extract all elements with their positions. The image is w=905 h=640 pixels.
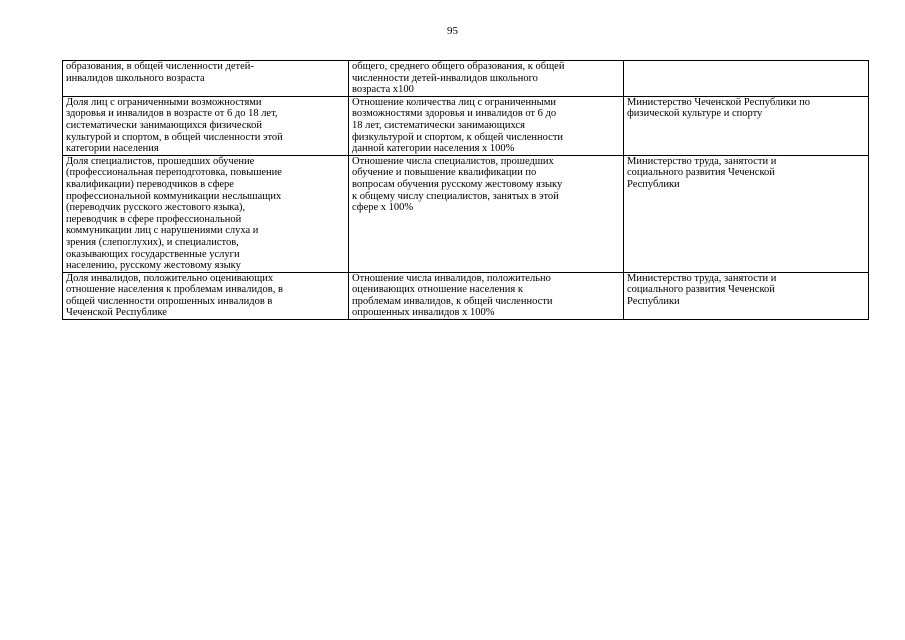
table-row xyxy=(63,96,869,155)
responsible-cell: Министерство труда, занятости и социального развития Чеченской Республики xyxy=(624,272,869,319)
indicator-cell: Доля инвалидов, положительно оценивающих отношение населения к проблемам инвалидов, в общей численности опрошенных инвалидов в Чеченской Республике xyxy=(63,272,349,319)
responsible-cell xyxy=(624,61,869,97)
indicator-cell: образования, в общей численности детей- инвалидов школьного возраста xyxy=(63,61,349,97)
page-number: 95 xyxy=(447,25,458,37)
indicator-cell: Доля лиц с ограниченными возможностями здоровья и инвалидов в возрасте от 6 до 18 лет, систематически занимающихся физической культурой и спортом, в общей численности этой категории населения xyxy=(63,96,349,155)
responsible-cell: Министерство труда, занятости и социального развития Чеченской Республики xyxy=(624,155,869,272)
formula-cell: общего, среднего общего образования, к общей численности детей-инвалидов школьного возраста х100 xyxy=(349,61,624,97)
indicator-cell: Доля специалистов, прошедших обучение (профессиональная переподготовка, повышение квалификации) переводчиков в сфере профессиональной коммуникации неслышащих (переводчик русского жестового языка), переводчик в сфере профессиональной коммуникации лиц с нарушениями слуха и зрения (слепоглухих), и специалистов, оказывающих государственные услуги населению, русскому жестовому языку xyxy=(63,155,349,272)
formula-cell: Отношение количества лиц с ограниченными возможностями здоровья и инвалидов от 6 до 18 лет, систематически занимающихся физкультурой и спортом, к общей численности данной категории населения х 100% xyxy=(349,96,624,155)
table-row xyxy=(63,155,869,272)
formula-cell: Отношение числа инвалидов, положительно оценивающих отношение населения к проблемам инвалидов, к общей численности опрошенных инвалидов х 100% xyxy=(349,272,624,319)
responsible-cell: Министерство Чеченской Республики по физической культуре и спорту xyxy=(624,96,869,155)
indicators-table xyxy=(62,60,869,320)
table-row xyxy=(63,61,869,97)
table-row xyxy=(63,272,869,319)
formula-cell: Отношение числа специалистов, прошедших обучение и повышение квалификации по вопросам обучения русскому жестовому языку к общему числу специалистов, занятых в этой сфере х 100% xyxy=(349,155,624,272)
